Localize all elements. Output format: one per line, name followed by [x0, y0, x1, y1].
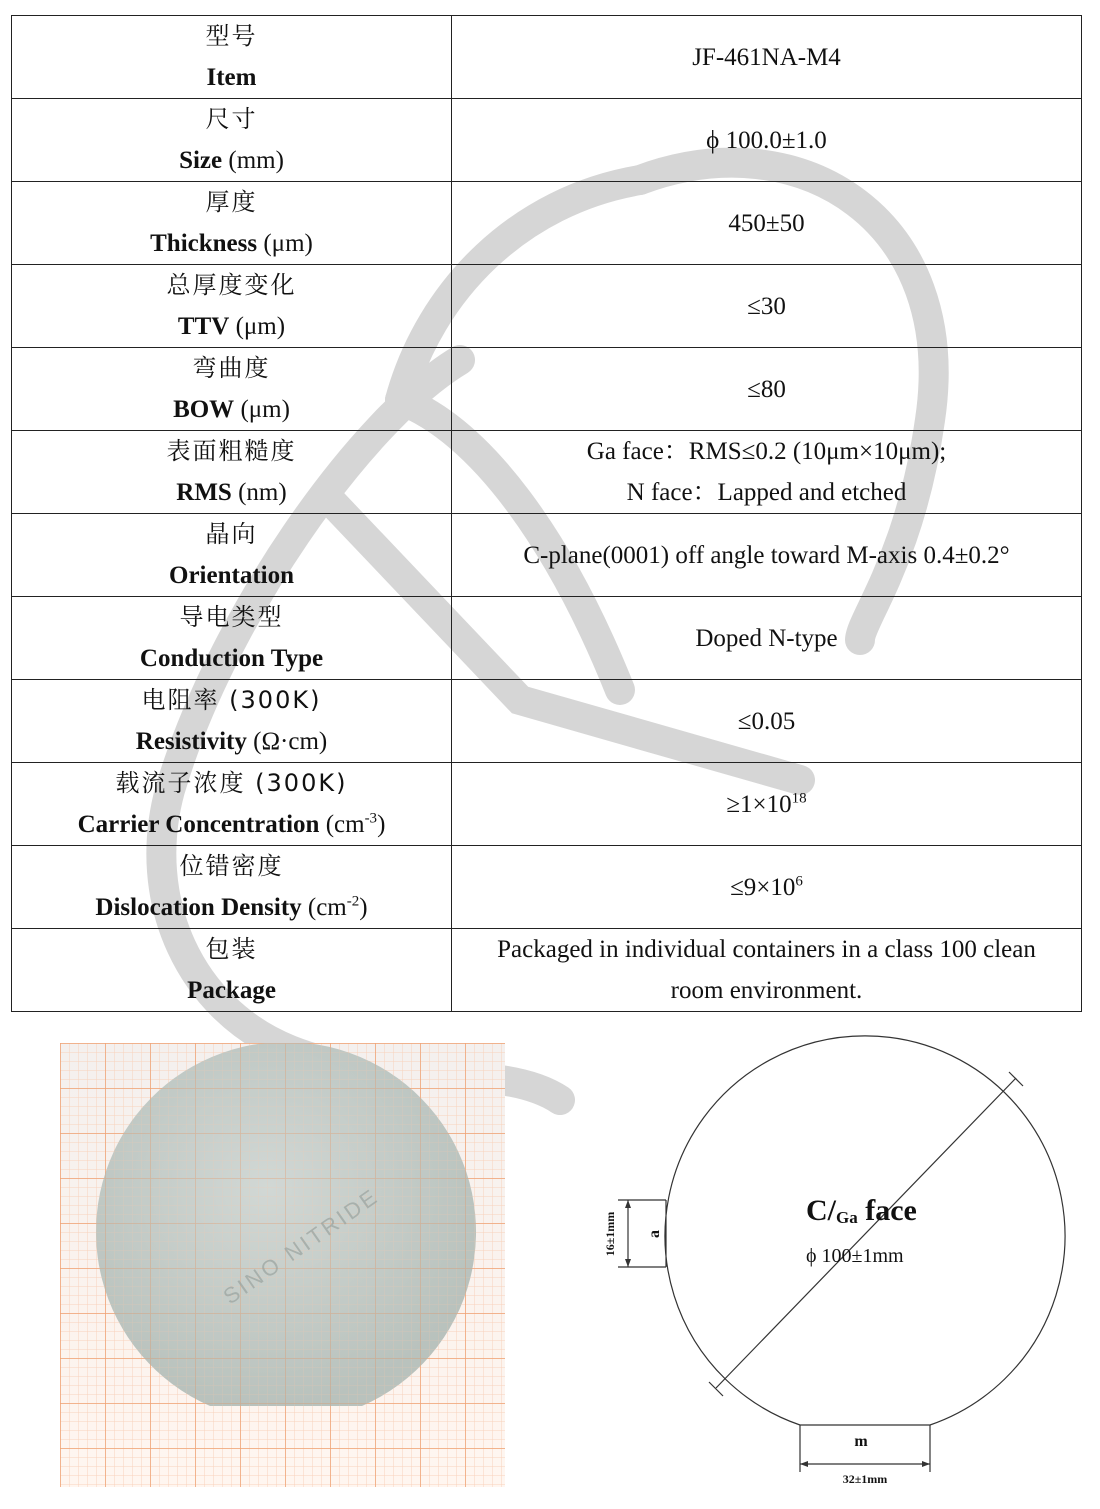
spec-value-cell	[452, 182, 1082, 265]
spec-row	[12, 680, 1082, 763]
spec-label-en: Conduction Type	[139, 645, 324, 672]
face-label-sub: Ga	[836, 1208, 858, 1227]
photo-watermark-text: SINO NITRIDE	[218, 1183, 384, 1310]
spec-row	[12, 514, 1082, 597]
spec-label-cell	[12, 265, 452, 348]
spec-row	[12, 846, 1082, 929]
spec-value-line: Ga face：RMS≤0.2 (10μm×10μm);	[586, 438, 947, 465]
spec-row	[12, 99, 1082, 182]
spec-value-cell	[452, 763, 1082, 846]
spec-label-zh: 电阻率 (300K)	[141, 686, 322, 714]
spec-value-line: ϕ 100.0±1.0	[706, 126, 827, 154]
spec-label-zh: 载流子浓度 (300K)	[115, 769, 348, 797]
spec-label-zh: 厚度	[205, 188, 258, 216]
spec-value-line: ≤30	[747, 292, 786, 320]
face-label-main: C/	[806, 1194, 836, 1227]
spec-label-cell	[12, 763, 452, 846]
spec-value-line: room environment.	[670, 977, 863, 1004]
spec-table	[11, 15, 1082, 1012]
spec-label-en: Resistivity (Ω·cm)	[135, 728, 328, 755]
wafer-photo	[60, 1043, 505, 1487]
spec-label-en: BOW (μm)	[173, 396, 290, 423]
spec-label-en: Item	[206, 64, 257, 91]
spec-label-cell	[12, 597, 452, 680]
spec-value-cell	[452, 929, 1082, 1012]
spec-value-cell	[452, 16, 1082, 99]
spec-label-en: Size (mm)	[179, 147, 284, 174]
spec-label-en: Package	[187, 977, 276, 1004]
spec-label-en: Orientation	[169, 562, 294, 589]
spec-value-cell	[452, 99, 1082, 182]
flat-m-label: m	[854, 1433, 868, 1450]
wafer-diagram	[596, 1030, 1086, 1492]
spec-value-line: JF-461NA-M4	[692, 43, 841, 71]
flat-a-label: a	[646, 1230, 663, 1238]
spec-label-cell	[12, 680, 452, 763]
spec-value-cell	[452, 431, 1082, 514]
spec-label-en: Thickness (μm)	[150, 230, 313, 257]
spec-value-line: Doped N-type	[695, 624, 838, 652]
spec-value-cell	[452, 348, 1082, 431]
spec-label-zh: 尺寸	[205, 105, 258, 133]
spec-label-en: RMS (nm)	[176, 479, 287, 506]
spec-value-line: $\ge 1\times 10^{18}$	[726, 790, 807, 818]
spec-row	[12, 431, 1082, 514]
spec-label-zh: 晶向	[205, 520, 258, 548]
spec-row	[12, 16, 1082, 99]
wafer-outline	[665, 1036, 1065, 1425]
spec-label-zh: 包装	[205, 935, 258, 963]
spec-row	[12, 597, 1082, 680]
flat-m-dimension: 32±1mm	[842, 1472, 888, 1486]
svg-text:C/Ga face	[806, 1194, 917, 1227]
spec-value-cell	[452, 265, 1082, 348]
spec-row	[12, 763, 1082, 846]
spec-label-cell	[12, 99, 452, 182]
spec-label-zh: 弯曲度	[192, 354, 271, 382]
spec-value-cell	[452, 846, 1082, 929]
spec-label-zh: 表面粗糙度	[166, 437, 297, 465]
spec-value-line: ≤80	[747, 375, 786, 403]
spec-value-cell	[452, 597, 1082, 680]
spec-row	[12, 929, 1082, 1012]
spec-label-cell	[12, 16, 452, 99]
spec-label-cell	[12, 182, 452, 265]
spec-label-cell	[12, 929, 452, 1012]
diameter-line	[716, 1078, 1016, 1388]
spec-value-line: N face：Lapped and etched	[626, 479, 907, 506]
spec-label-en: TTV (μm)	[177, 313, 286, 340]
spec-label-cell	[12, 431, 452, 514]
spec-value-cell	[452, 514, 1082, 597]
spec-label-cell	[12, 348, 452, 431]
spec-label-zh: 型号	[205, 22, 258, 50]
spec-label-en: Carrier Concentration $(cm^{-3})$	[77, 810, 386, 838]
spec-label-cell	[12, 514, 452, 597]
spec-value-line: $\le 9\times 10^6$	[730, 873, 803, 901]
spec-value-line: C-plane(0001) off angle toward M-axis 0.4±0.2°	[523, 541, 1010, 569]
face-label-suffix: face	[857, 1194, 917, 1227]
spec-value-cell	[452, 680, 1082, 763]
spec-value-line: Packaged in individual containers in a class 100 clean	[497, 936, 1036, 963]
spec-label-cell	[12, 846, 452, 929]
spec-row	[12, 182, 1082, 265]
spec-label-zh: 位错密度	[179, 852, 284, 880]
flat-a-dimension: 16±1mm	[603, 1211, 617, 1257]
spec-row	[12, 348, 1082, 431]
spec-row	[12, 265, 1082, 348]
spec-label-en: Dislocation Density $(cm^{-2})$	[95, 893, 368, 921]
spec-label-zh: 导电类型	[179, 603, 284, 631]
spec-value-line: ≤0.05	[737, 707, 796, 735]
spec-value-line: 450±50	[728, 209, 805, 237]
diameter-label: ϕ 100±1mm	[806, 1245, 904, 1267]
spec-label-zh: 总厚度变化	[166, 271, 297, 299]
